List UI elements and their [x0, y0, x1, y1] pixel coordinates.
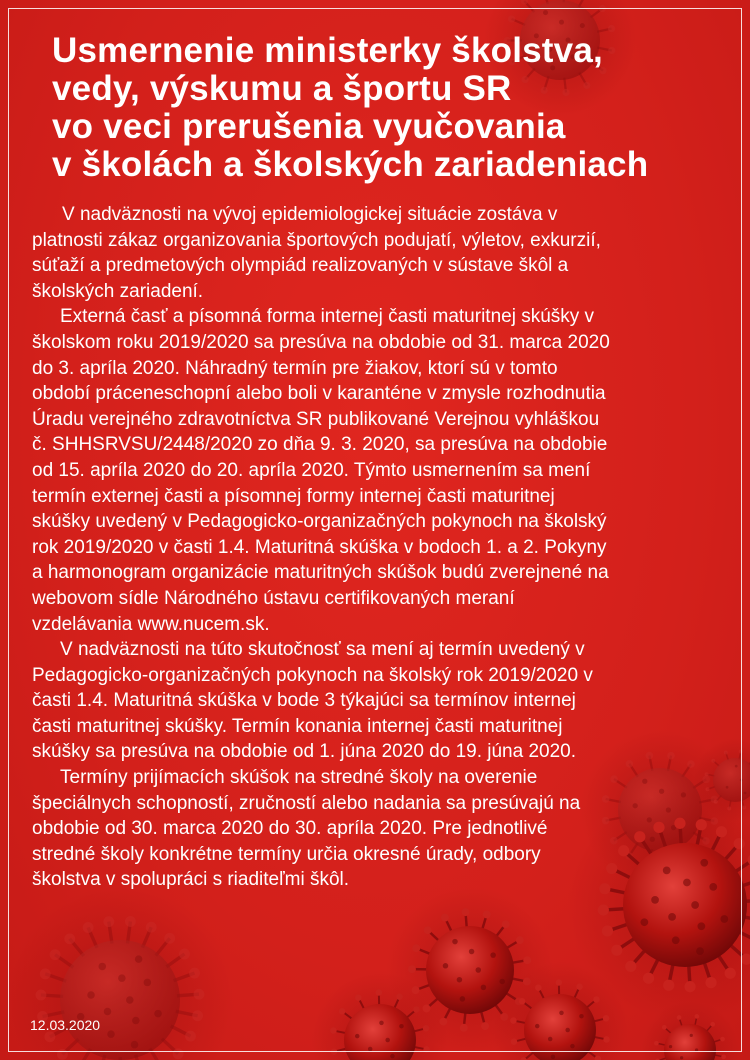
text-line: vzdelávania www.nucem.sk. [32, 613, 270, 635]
text-line: Úradu verejného zdravotníctva SR publikované Verejnou vyhláškou [32, 408, 600, 430]
title-line: Usmernenie ministerky školstva, [52, 31, 603, 70]
text-line: V nadväznosti na túto skutočnosť sa mení aj termín uvedený v [60, 639, 585, 661]
text-line: termín externej časti a písomnej formy internej časti maturitnej [32, 485, 555, 507]
paragraph [32, 637, 722, 765]
text-line: časti maturitnej skúšky. Termín konania internej časti maturitnej [32, 715, 563, 737]
paragraph [32, 765, 722, 893]
text-line: skúšky uvedený v Pedagogicko-organizačných pokynoch na školský [32, 511, 607, 533]
notice-body [32, 202, 722, 893]
notice-title [52, 32, 732, 184]
text-line: č. SHHSRVSU/2448/2020 zo dňa 9. 3. 2020, sa presúva na obdobie [32, 434, 608, 456]
publication-date: 12.03.2020 [30, 1017, 101, 1033]
title-line: vedy, výskumu a športu SR [52, 69, 512, 108]
virus-particle [6, 886, 234, 1060]
text-line: Pedagogicko-organizačných pokynoch na školský rok 2019/2020 v [32, 664, 593, 686]
text-line: platnosti zákaz organizovania športových podujatí, výletov, exkurzií, [32, 229, 601, 251]
text-line: špeciálnych schopností, zručností alebo nadania sa presúvajú na [32, 792, 581, 814]
text-line: obdobie od 30. marca 2020 do 30. apríla 2020. Pre jednotlivé [32, 818, 548, 840]
text-line: skúšky sa presúva na obdobie od 1. júna 2020 do 19. júna 2020. [32, 741, 577, 763]
text-line: školskom roku 2019/2020 sa presúva na obdobie od 31. marca 2020 [32, 331, 610, 353]
text-line: školských zariadení. [32, 280, 204, 302]
text-line: období práceneschopní alebo boli v karanténe v zmysle rozhodnutia [32, 383, 606, 405]
text-line: od 15. apríla 2020 do 20. apríla 2020. Týmto usmernením sa mení [32, 459, 591, 481]
text-line: a harmonogram organizácie maturitných skúšok budú zverejnené na [32, 562, 609, 584]
text-line: Externá časť a písomná forma internej časti maturitnej skúšky v [60, 306, 595, 328]
title-line: vo veci prerušenia vyučovania [52, 107, 566, 146]
title-line: v školách a školských zariadeniach [52, 145, 649, 184]
text-line: stredné školy konkrétne termíny určia okresné úrady, odbory [32, 843, 541, 865]
text-line: časti 1.4. Maturitná skúška v bode 3 týkajúci sa termínov internej [32, 690, 576, 712]
text-line: súťaží a predmetových olympiád realizovaných v sústave škôl a [32, 255, 569, 277]
text-line: webovom sídle Národného ústavu certifikovaných meraní [32, 587, 515, 609]
text-line: rok 2019/2020 v časti 1.4. Maturitná skúška v bodoch 1. a 2. Pokyny [32, 536, 607, 558]
text-line: do 3. apríla 2020. Náhradný termín pre žiakov, ktorí sú v tomto [32, 357, 558, 379]
text-line: Termíny prijímacích skúšok na stredné školy na overenie [60, 767, 538, 789]
text-line: školstva v spolupráci s riaditeľmi škôl. [32, 869, 350, 891]
paragraph [32, 304, 722, 637]
text-line: V nadväznosti na vývoj epidemiologickej situácie zostáva v [62, 204, 558, 225]
paragraph [32, 202, 722, 304]
